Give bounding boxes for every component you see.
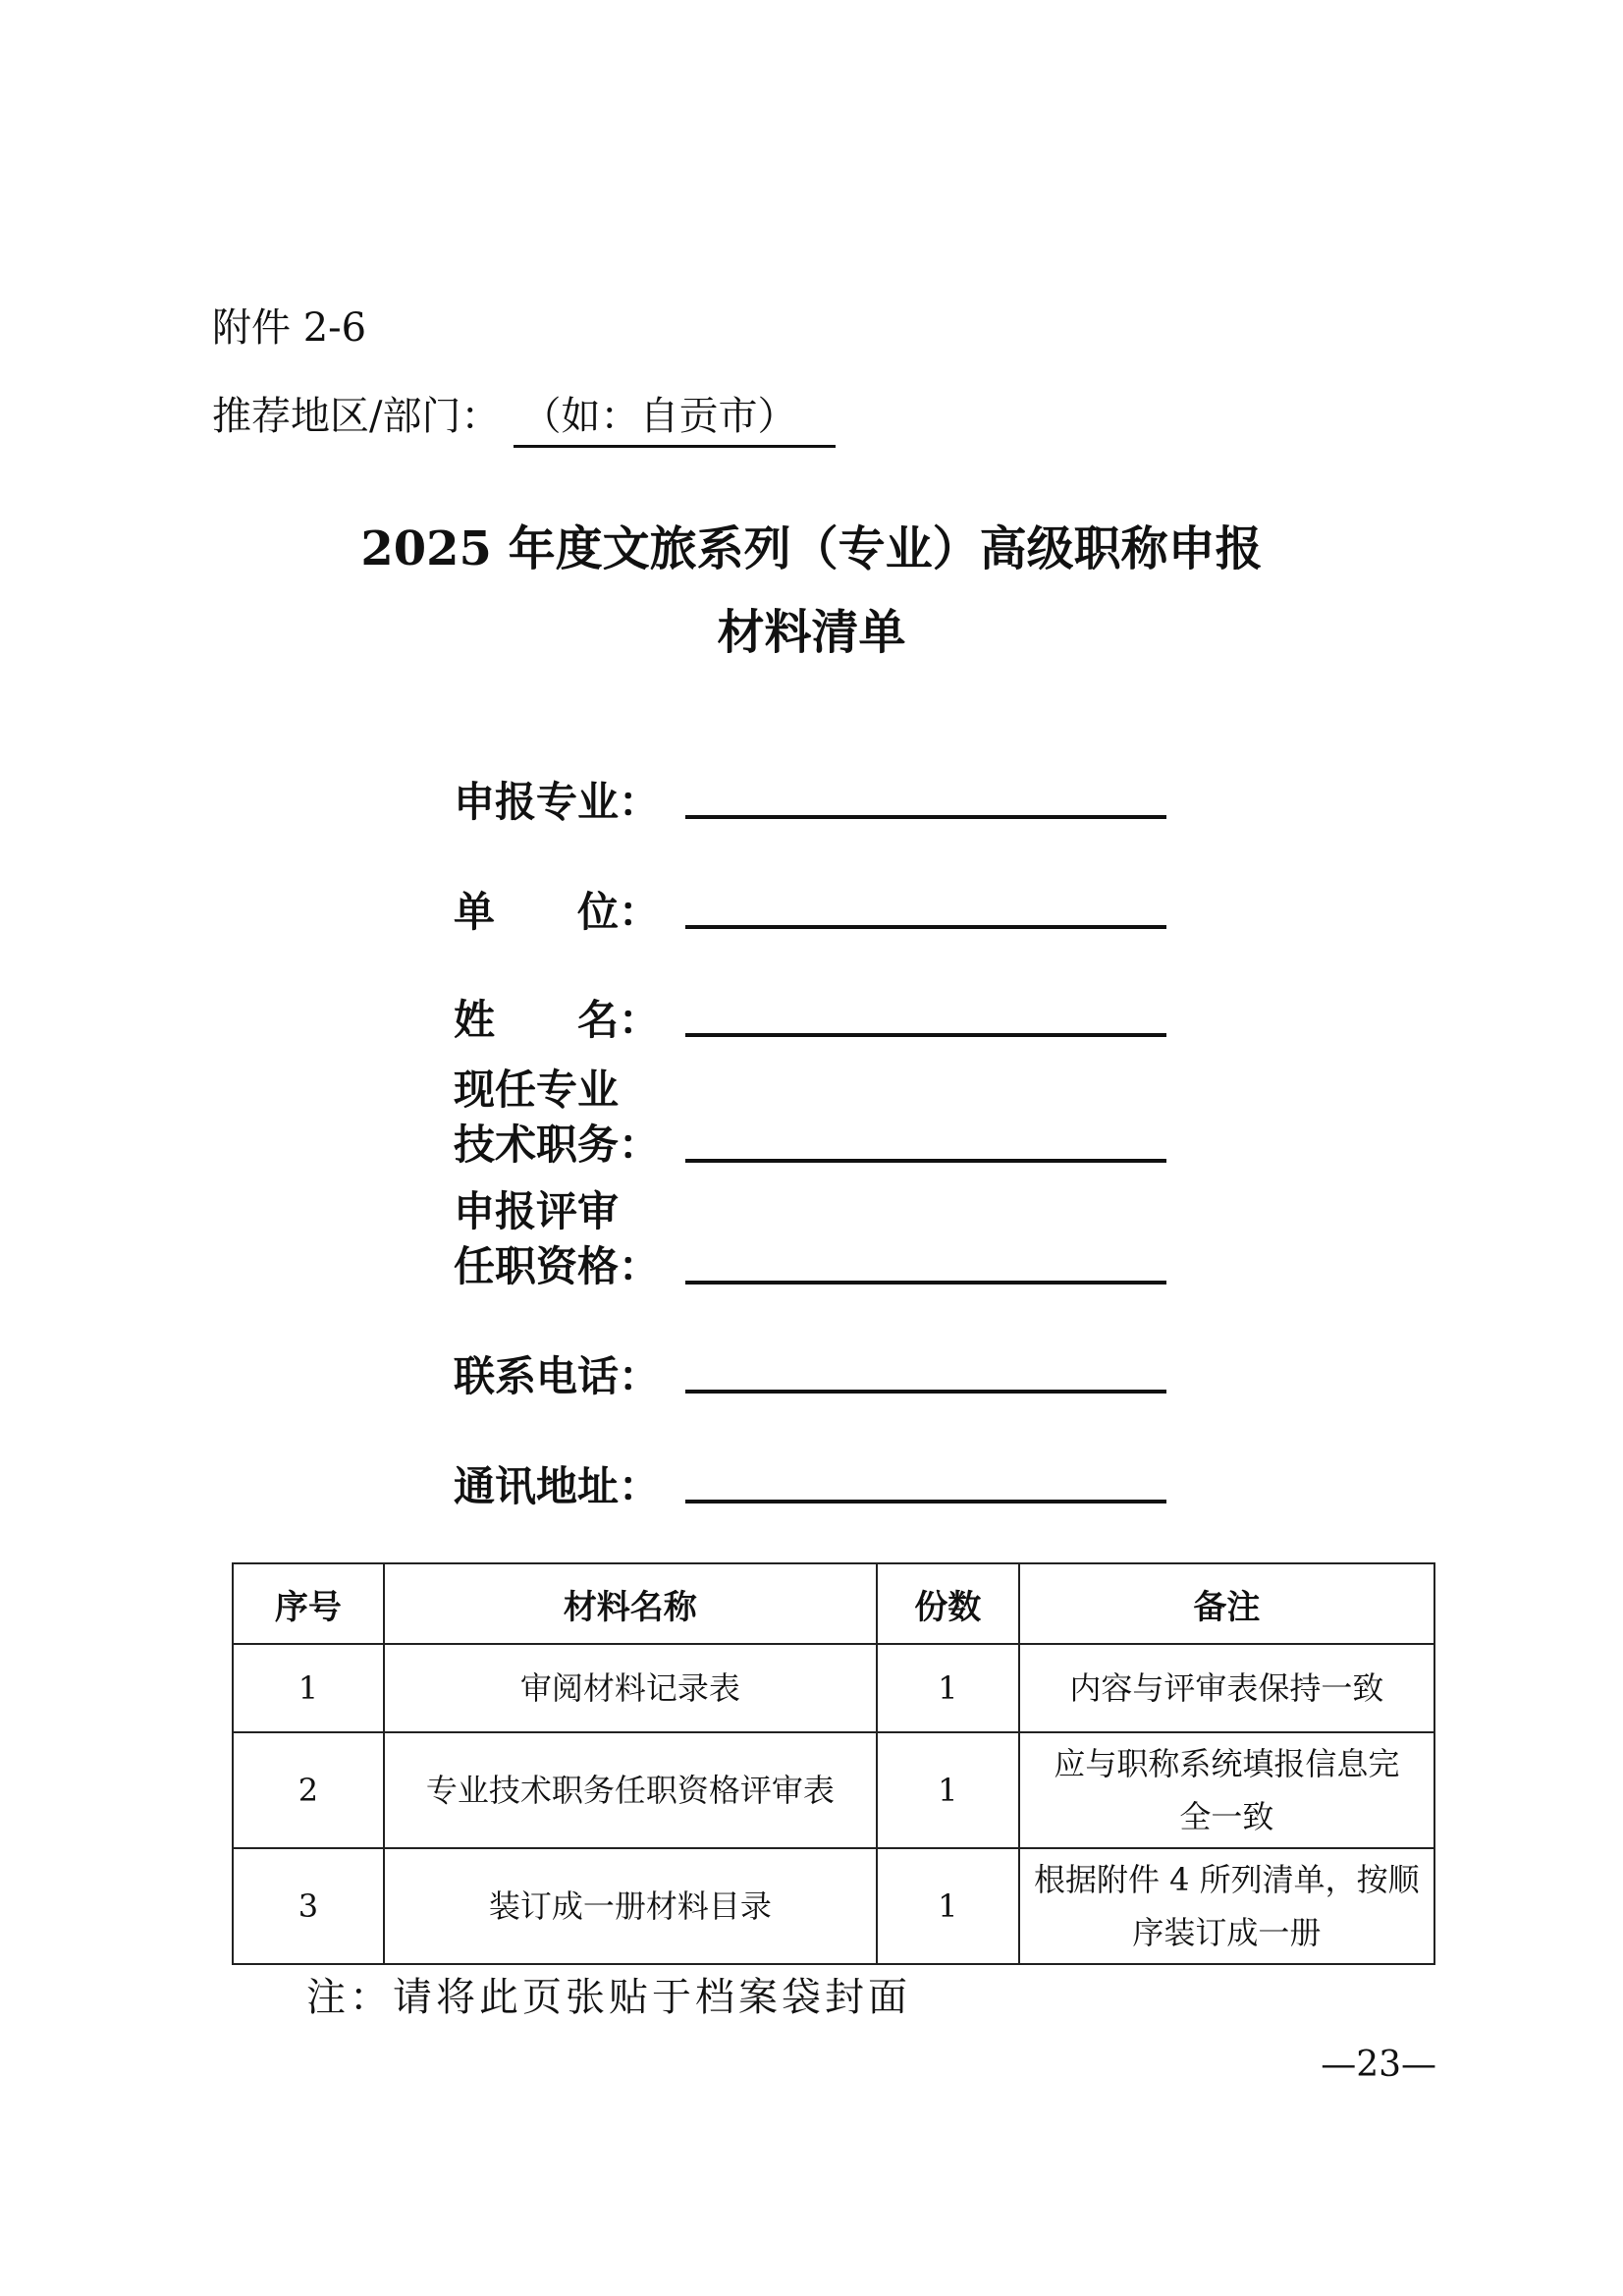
row-copies: 1 — [877, 1644, 1019, 1732]
name-field[interactable] — [685, 1032, 1166, 1037]
row-remark — [1019, 1848, 1434, 1964]
row-no: 3 — [233, 1848, 384, 1964]
row-remark-line1: 内容与评审表保持一致 — [1069, 1669, 1384, 1707]
materials-table — [232, 1562, 1435, 1965]
row-name: 专业技术职务任职资格评审表 — [384, 1732, 877, 1848]
row-name: 装订成一册材料目录 — [384, 1848, 877, 1964]
region-label: 推荐地区/部门： — [212, 394, 501, 439]
unit-label: 单 位： — [454, 888, 661, 936]
row-no: 1 — [233, 1644, 384, 1732]
major-field[interactable] — [685, 814, 1166, 819]
qualification-field[interactable] — [685, 1280, 1166, 1285]
qualification-label — [454, 1184, 660, 1294]
row-remark — [1019, 1732, 1434, 1848]
region-row — [212, 385, 836, 448]
table-row — [233, 1732, 1434, 1848]
current-post-field[interactable] — [685, 1158, 1166, 1163]
row-remark — [1019, 1644, 1434, 1732]
form-row-current-post — [454, 1063, 1166, 1173]
unit-field[interactable] — [685, 924, 1166, 929]
current-post-label — [454, 1063, 660, 1173]
form-row-phone — [454, 1350, 1166, 1403]
row-copies: 1 — [877, 1732, 1019, 1848]
form-row-unit — [454, 886, 1166, 939]
current-post-label-line1: 现任专业 — [454, 1066, 620, 1114]
major-label: 申报专业： — [454, 778, 661, 826]
form-row-address — [454, 1460, 1166, 1513]
region-value: （如：自贡市） — [514, 385, 836, 448]
row-remark-line2: 序装订成一册 — [1132, 1914, 1322, 1951]
row-remark-line1: 根据附件 4 所列清单，按顺 — [1033, 1861, 1420, 1898]
row-no: 2 — [233, 1732, 384, 1848]
address-label: 通讯地址： — [454, 1462, 661, 1510]
header-no: 序号 — [233, 1563, 384, 1644]
table-row — [233, 1848, 1434, 1964]
header-copies: 份数 — [877, 1563, 1019, 1644]
header-remark: 备注 — [1019, 1563, 1434, 1644]
phone-label: 联系电话： — [454, 1352, 661, 1400]
qualification-label-line1: 申报评审 — [454, 1187, 620, 1235]
form-row-major — [454, 776, 1166, 829]
row-name: 审阅材料记录表 — [384, 1644, 877, 1732]
name-label: 姓 名： — [454, 996, 661, 1044]
phone-field[interactable] — [685, 1389, 1166, 1394]
row-remark-line1: 应与职称系统填报信息完 — [1054, 1745, 1400, 1782]
footer-note: 注：请将此页张贴于档案袋封面 — [306, 1975, 911, 2020]
qualification-label-line2: 任职资格： — [454, 1242, 661, 1290]
row-remark-line2: 全一致 — [1179, 1798, 1274, 1835]
page-number: —23— — [1321, 2045, 1436, 2085]
document-title-line-1: 2025 年度文旅系列（专业）高级职称申报 — [360, 521, 1263, 576]
form-row-name — [454, 994, 1166, 1047]
document-title-line-2: 材料清单 — [717, 605, 906, 660]
attachment-label: 附件 2-6 — [212, 305, 367, 351]
table-row — [233, 1644, 1434, 1732]
current-post-label-line2: 技术职务： — [454, 1121, 661, 1169]
table-header-row — [233, 1563, 1434, 1644]
row-copies: 1 — [877, 1848, 1019, 1964]
header-name: 材料名称 — [384, 1563, 877, 1644]
form-row-qualification — [454, 1184, 1166, 1294]
address-field[interactable] — [685, 1499, 1166, 1503]
